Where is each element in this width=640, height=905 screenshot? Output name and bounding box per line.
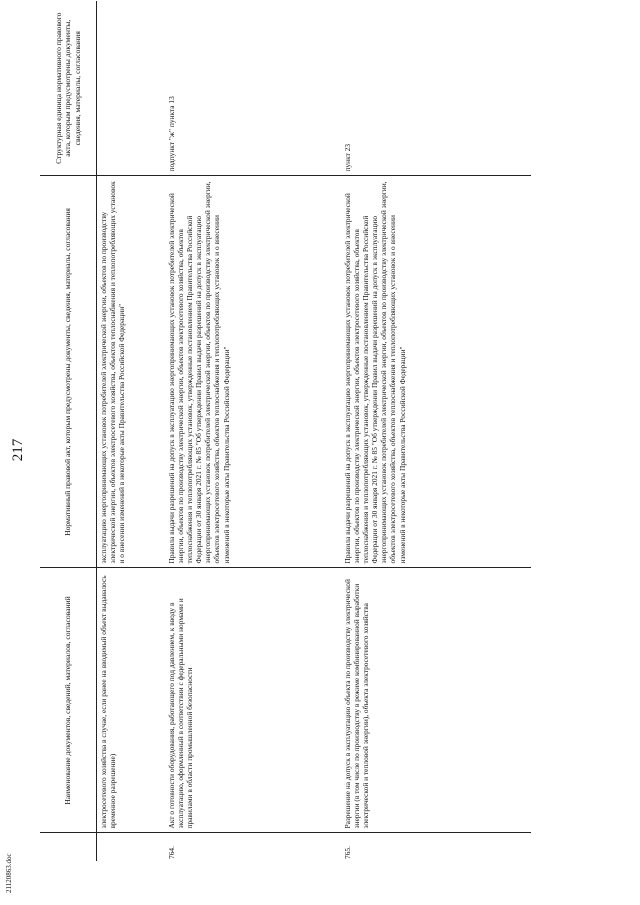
row-act: эксплуатацию энергопринимающих установок потребителей электрической энергии, объектов по производству электрической энергии, объектов электросетевого хозяйства, объектов теплоснабжения и теплопотребляющих установок и о внесении изменений в некоторые акты Правительства Российской Федерации" bbox=[97, 176, 165, 568]
row-number: 764. bbox=[165, 833, 341, 861]
row-act: Правила выдачи разрешений на допуск в эксплуатацию энергопринимающих установок потребителей электрической энергии, объектов по производству электрической энергии, объектов электросетевого хозяйства, объектов теплоснабжения и теплопотребляющих установок, утвержденные постановлением Правительства Российской Федерации от 30 января 2021 г. № 85 "Об утверждении Правил выдачи разрешений на допуск в эксплуатацию энергопринимающих установок потребителей электрической энергии, объектов по производству электрической энергии, объектов электросетевого хозяйства, объектов теплоснабжения и теплопотребляющих установок и о внесении изменений в некоторые акты Правительства Российской Федерации" bbox=[165, 176, 341, 568]
row-unit: пункт 23 bbox=[342, 143, 352, 172]
row-unit bbox=[97, 1, 165, 176]
requirements-table bbox=[40, 1, 531, 861]
page-number: 217 bbox=[10, 438, 26, 462]
row-name: Акт о готовности оборудования, работающего под давлением, к вводу в эксплуатацию, оформленный в соответствии с федеральными нормами и правилами в области промышленной безопасности bbox=[165, 568, 341, 833]
row-name: Разрешение на допуск в эксплуатацию объекта по производству электрической энергии (в том числе по производству в режиме комбинированной выработки электрической и тепловой энергии), объекта электросетевого хозяйства bbox=[341, 568, 531, 833]
row-name: электросетевого хозяйства в случае, если ранее на вводимый объект выдавалось временное разрешение) bbox=[97, 568, 165, 833]
table-header-row bbox=[40, 1, 97, 861]
document-id: 21120863.doc bbox=[5, 853, 13, 893]
row-number bbox=[97, 833, 165, 861]
row-act: Правила выдачи разрешений на допуск в эксплуатацию энергопринимающих установок потребителей электрической энергии, объектов по производству электрической энергии, объектов электросетевого хозяйства, объектов теплоснабжения и теплопотребляющих установок, утвержденные постановлением Правительства Российской Федерации от 30 января 2021 г. № 85 "Об утверждении Правил выдачи разрешений на допуск в эксплуатацию энергопринимающих установок потребителей электрической энергии, объектов по производству электрической энергии, объектов электросетевого хозяйства, объектов теплоснабжения и теплопотребляющих установок и о внесении изменений в некоторые акты Правительства Российской Федерации" bbox=[341, 176, 531, 568]
header-unit: Структурная единица нормативного правового акта, которым предусмотрены документы, сведения, материалы, согласования bbox=[40, 1, 97, 176]
row-number: 765. bbox=[341, 833, 531, 861]
header-name: Наименование документов, сведений, материалов, согласований bbox=[40, 568, 97, 833]
table-row bbox=[341, 1, 531, 861]
header-number bbox=[40, 833, 97, 861]
table-row bbox=[97, 1, 165, 861]
header-act: Нормативный правовой акт, которым предусмотрены документы, сведения, материалы, согласования bbox=[40, 176, 97, 568]
table-row bbox=[165, 1, 341, 861]
row-unit: подпункт "ж" пункта 13 bbox=[166, 96, 176, 172]
